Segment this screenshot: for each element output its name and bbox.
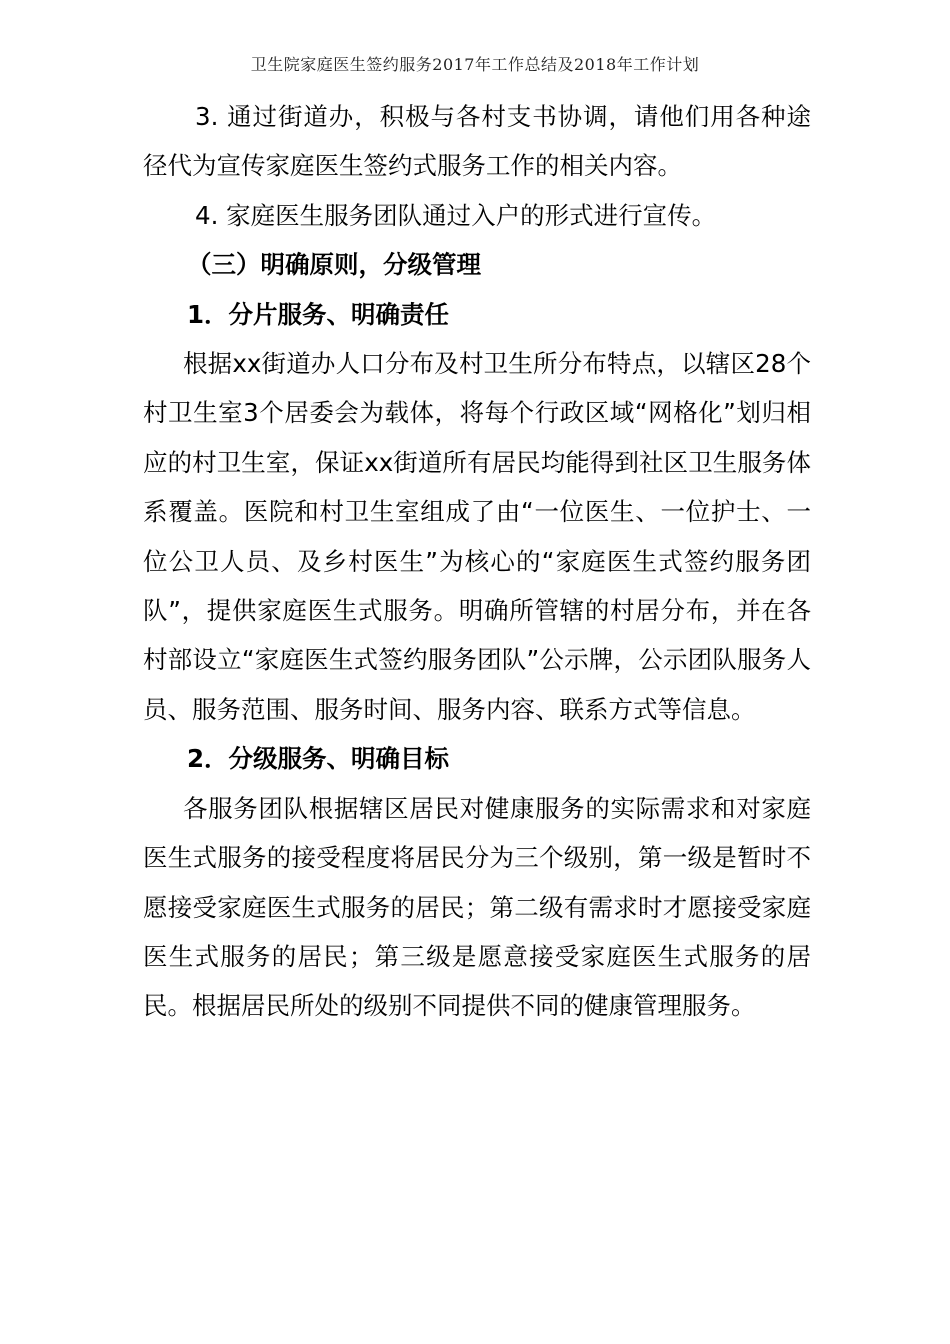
section-heading-3: （三）明确原则，分级管理 <box>187 250 481 280</box>
subsection-heading-1: 1．分片服务、明确责任 <box>187 299 450 329</box>
list-item-4: 4. 家庭医生服务团队通过入户的形式进行宣传。 <box>195 200 717 230</box>
subsection-1-paragraph: 根据xx街道办人口分布及村卫生所分布特点，以辖区28个村卫生室3个居委会为载体，将每个行政区域“网格化”划归相应的村卫生室，保证xx街道所有居民均能得到社区卫生服务体系覆盖。医院和村卫生室组成了由“一位医生、一位护士、一位公卫人员、及乡村医生”为核心的“家庭医生式签约服务团队”，提供家庭医生式服务。明确所管辖的村居分布，并在各村部设立“家庭医生式签约服务团队”公示牌，公示团队服务人员、服务范围、服务时间、服务内容、联系方式等信息。 <box>143 349 811 724</box>
document-body <box>143 92 811 1031</box>
subsection-2-paragraph: 各服务团队根据辖区居民对健康服务的实际需求和对家庭医生式服务的接受程度将居民分为三个级别，第一级是暂时不愿接受家庭医生式服务的居民；第二级有需求时才愿接受家庭医生式服务的居民；第三级是愿意接受家庭医生式服务的居民。根据居民所处的级别不同提供不同的健康管理服务。 <box>143 793 811 1021</box>
running-header: 卫生院家庭医生签约服务2017年工作总结及2018年工作计划 <box>250 55 700 74</box>
subsection-heading-2: 2．分级服务、明确目标 <box>187 744 450 774</box>
list-item-3: 3. 通过街道办，积极与各村支书协调，请他们用各种途径代为宣传家庭医生签约式服务工作的相关内容。 <box>143 102 811 181</box>
